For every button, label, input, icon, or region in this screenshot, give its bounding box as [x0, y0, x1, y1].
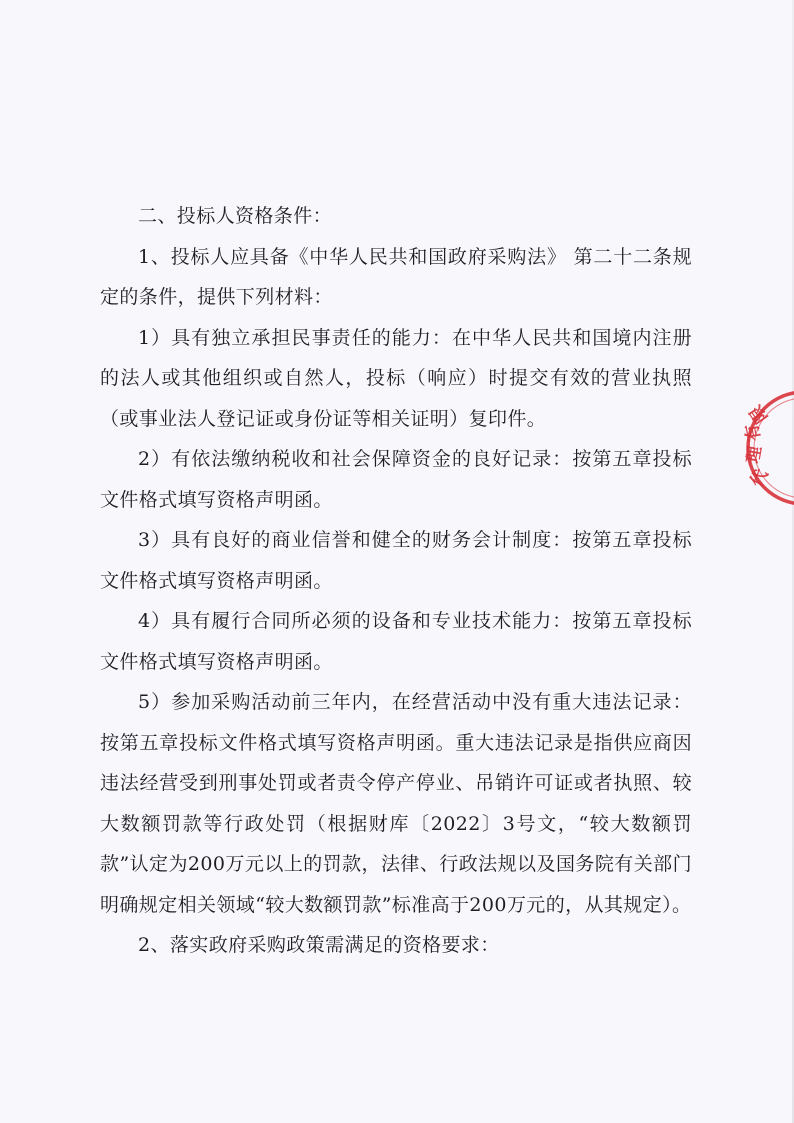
- company-seal-stamp: [742, 378, 794, 518]
- paragraph-item-4: 4）具有履行合同所必须的设备和专业技术能力：按第五章投标文件格式填写资格声明函。: [100, 610, 692, 673]
- paragraph-requirement-1: 1、投标人应具备《中华人民共和国政府采购法》 第二十二条规定的条件，提供下列材料：: [100, 245, 692, 308]
- section-heading: 二、投标人资格条件：: [138, 205, 333, 227]
- svg-text:理: 理: [743, 444, 766, 465]
- paragraph-item-2: 2）有依法缴纳税收和社会保障资金的良好记录：按第五章投标文件格式填写资格声明函。: [100, 448, 692, 511]
- paragraph-item-5: 5）参加采购活动前三年内，在经营活动中没有重大违法记录：按第五章投标文件格式填写资格声明函。重大违法记录是指供应商因违法经营受到刑事处罚或者责令停产停业、吊销许可证或者执照、较大数额罚款等行政处罚（根据财库〔2022〕3号文，“较大数额罚款”认定为200万元以上的罚款，法律、行政法规以及国务院有关部门明确规定相关领域“较大数额罚款”标准高于200万元的，从其规定）。: [100, 691, 692, 916]
- document-body: [100, 196, 692, 966]
- svg-text:限: 限: [745, 401, 773, 427]
- svg-text:有: 有: [742, 422, 765, 443]
- seal-graphic: [742, 378, 794, 518]
- paragraph-item-1: 1）具有独立承担民事责任的能力：在中华人民共和国境内注册的法人或其他组织或自然人，投标（响应）时提交有效的营业执照（或事业法人登记证或身份证等相关证明）复印件。: [100, 326, 692, 430]
- paragraph-requirement-2: 2、落实政府采购政策需满足的资格要求：: [138, 934, 500, 956]
- svg-text:代: 代: [746, 465, 773, 491]
- paragraph-item-3: 3）具有良好的商业信誉和健全的财务会计制度：按第五章投标文件格式填写资格声明函。: [100, 529, 692, 592]
